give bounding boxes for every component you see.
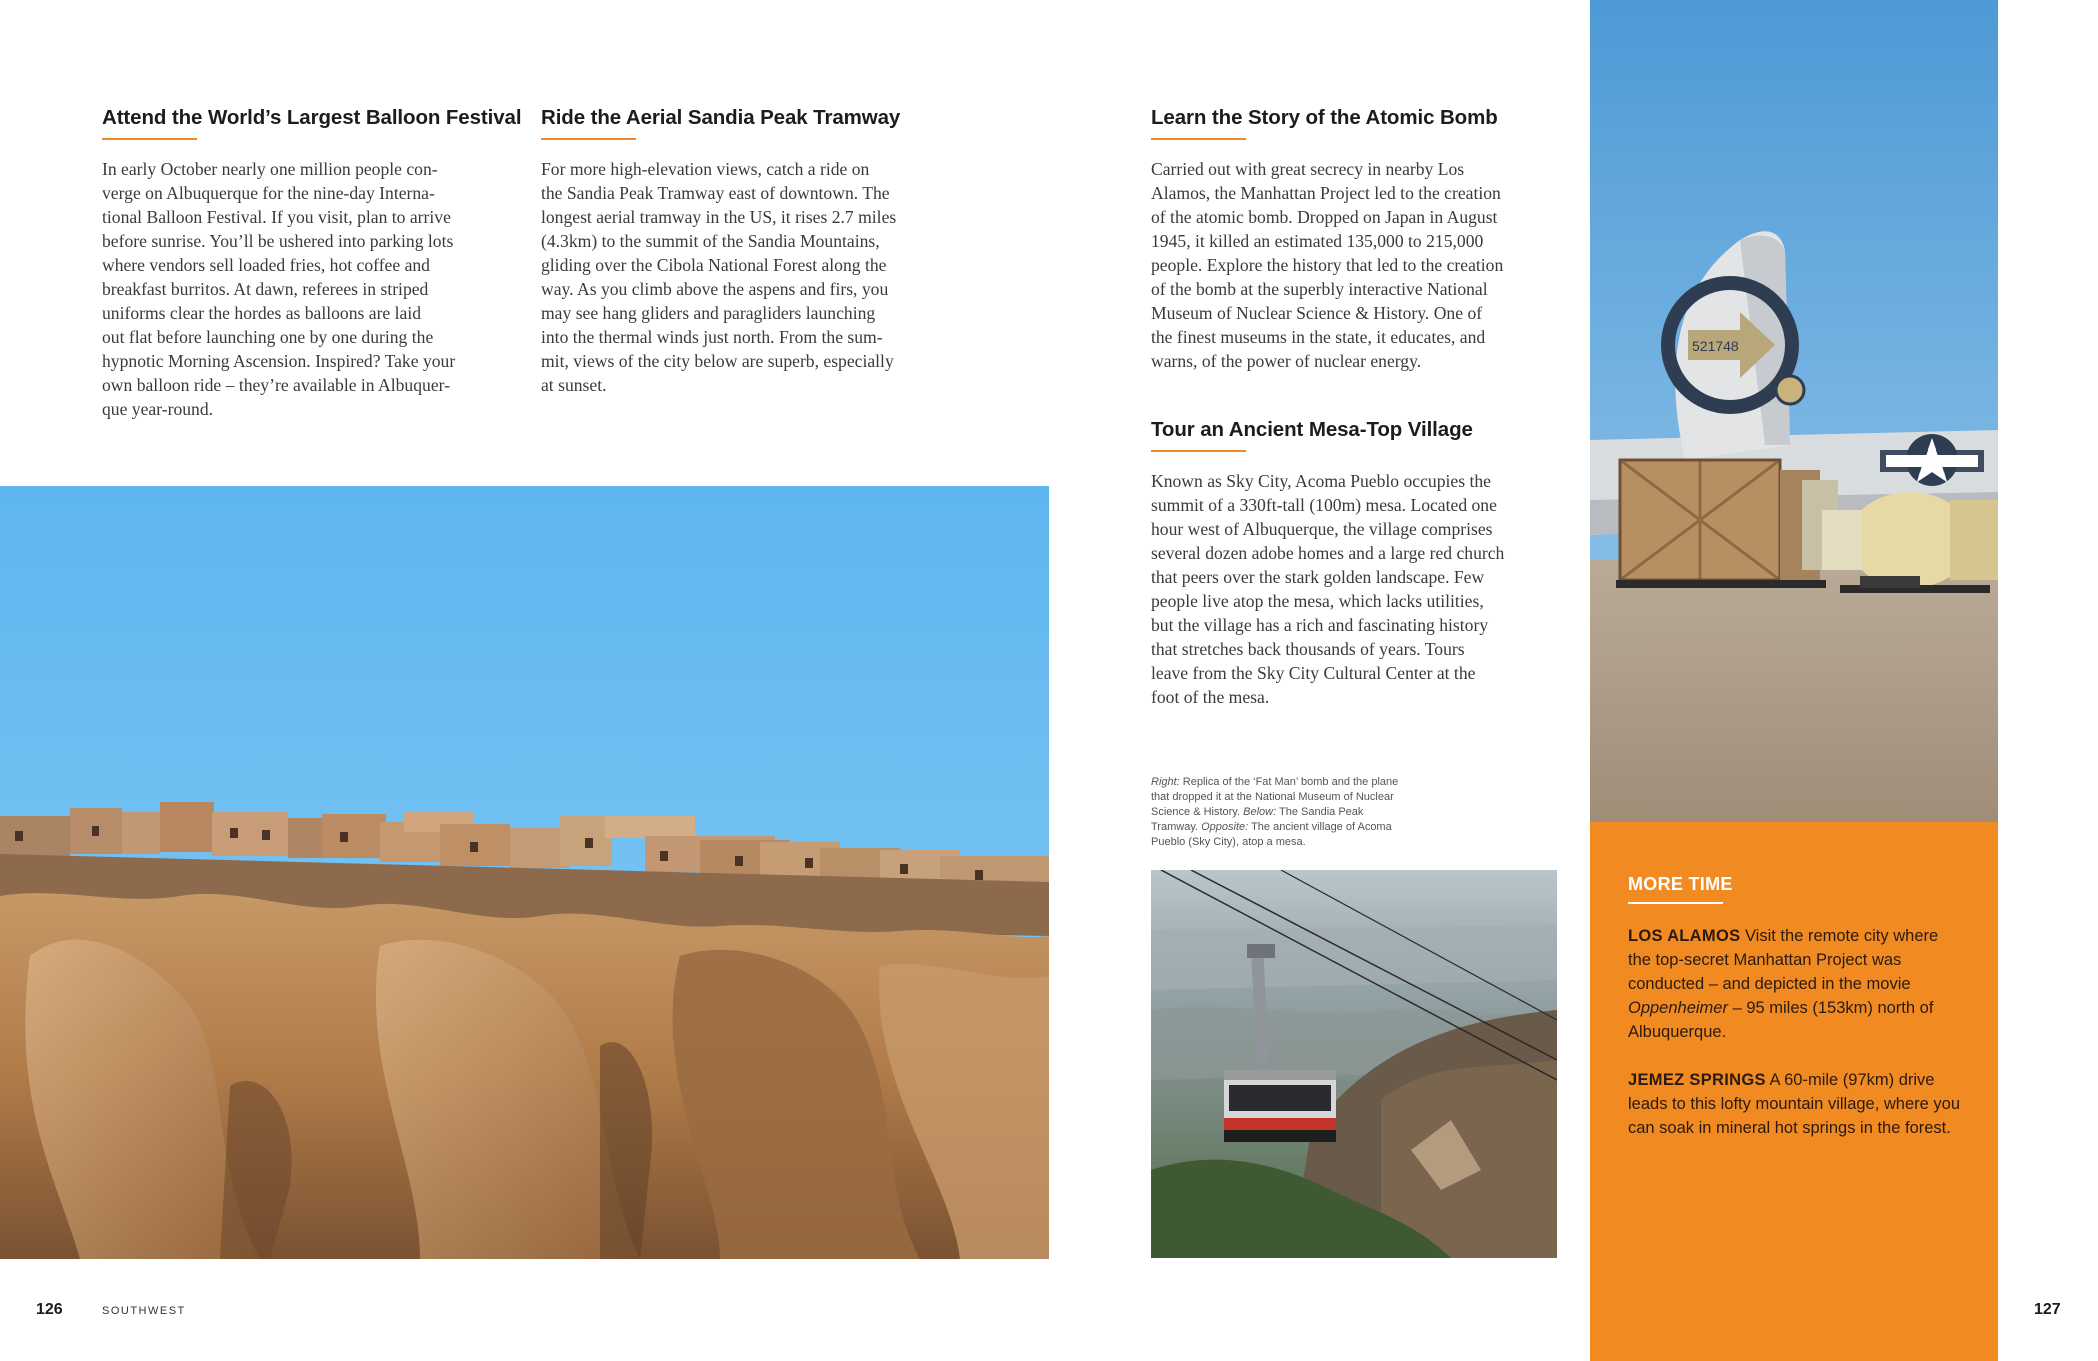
body-line: of the bomb at the superbly interactive National [1151,279,1488,299]
photo-acoma-pueblo [0,486,1049,1259]
article-atomic-bomb [1151,106,1571,373]
body-line: Carried out with great secrecy in nearby Los [1151,159,1465,179]
heading-rule [1151,138,1246,140]
sidebar-item-jemez-springs [1628,1068,1963,1140]
heading-rule [541,138,636,140]
caption-text-right: Replica of the ‘Fat Man’ bomb and the plane that dropped it at the National Museum of Nuclear Science & History. [1151,776,1399,818]
article-balloon-festival [102,106,522,421]
body-line: the Sandia Peak Tramway east of downtown. The [541,183,890,203]
article-body [1151,157,1571,373]
article-body [1151,469,1571,709]
body-line: breakfast burritos. At dawn, referees in striped [102,279,429,299]
body-line: Alamos, the Manhattan Project led to the creation [1151,183,1501,203]
body-line: (4.3km) to the summit of the Sandia Mountains, [541,231,880,251]
body-line: but the village has a rich and fascinating history [1151,615,1489,635]
body-line: several dozen adobe homes and a large red church [1151,543,1505,563]
sidebar-item-text: Visit the remote city where the top-secret Manhattan Project was conducted – and depicted in the movie [1628,927,1939,993]
body-line: out flat before launching one by one during the [102,327,434,347]
body-line: that peers over the stark golden landscape. Few [1151,567,1485,587]
body-line: tional Balloon Festival. If you visit, plan to arrive [102,207,451,227]
article-heading: Learn the Story of the Atomic Bomb [1151,106,1498,129]
body-line: uniforms clear the hordes as balloons are laid [102,303,422,323]
body-line: Known as Sky City, Acoma Pueblo occupies the [1151,471,1491,491]
body-line: way. As you climb above the aspens and firs, you [541,279,889,299]
body-line: que year-round. [102,399,214,419]
sidebar-item-label: LOS ALAMOS [1628,927,1741,945]
section-name: SOUTHWEST [102,1305,186,1317]
body-line: longest aerial tramway in the US, it rises 2.7 miles [541,207,897,227]
sidebar-item-italic: Oppenheimer [1628,999,1728,1017]
sidebar-title: MORE TIME [1628,874,1733,894]
caption-label-opposite: Opposite: [1201,821,1249,833]
body-line: into the thermal winds just north. From the sum- [541,327,883,347]
caption-label-below: Below: [1243,806,1277,818]
body-line: 1945, it killed an estimated 135,000 to 215,000 [1151,231,1484,251]
body-line: may see hang gliders and paragliders launching [541,303,876,323]
body-line: people. Explore the history that led to the creation [1151,255,1504,275]
photo-caption [1151,775,1401,850]
sidebar-item-los-alamos [1628,924,1963,1044]
body-line: leave from the Sky City Cultural Center at the [1151,663,1476,683]
body-line: people live atop the mesa, which lacks utilities, [1151,591,1484,611]
body-line: mit, views of the city below are superb, especially [541,351,894,371]
body-line: at sunset. [541,375,607,395]
body-line: the finest museums in the state, it educates, and [1151,327,1486,347]
heading-rule [102,138,197,140]
body-line: foot of the mesa. [1151,687,1270,707]
body-line: Museum of Nuclear Science & History. One of [1151,303,1483,323]
body-line: For more high-elevation views, catch a ride on [541,159,870,179]
sidebar-title-rule [1628,902,1723,904]
body-line: warns, of the power of nuclear energy. [1151,351,1422,371]
body-line: where vendors sell loaded fries, hot coffee and [102,255,430,275]
page-number-right: 127 [2034,1301,2061,1318]
article-mesa-village [1151,418,1571,709]
article-sandia-tramway [541,106,961,397]
caption-text-below: The Sandia Peak Tramway. [1151,806,1364,833]
article-heading: Tour an Ancient Mesa-Top Village [1151,418,1473,441]
body-line: verge on Albuquerque for the nine-day Interna- [102,183,435,203]
article-body [102,157,522,421]
photo-plane-fat-man [1590,0,1998,822]
body-line: gliding over the Cibola National Forest along the [541,255,887,275]
sidebar-item-text: – 95 miles (153km) north of Albuquerque. [1628,999,1934,1041]
body-line: that stretches back thousands of years. Tours [1151,639,1465,659]
sidebar-item-text: A 60-mile (97km) drive leads to this lofty mountain village, where you can soak in mineral hot springs in the forest. [1628,1071,1961,1137]
body-line: hypnotic Morning Ascension. Inspired? Take your [102,351,456,371]
caption-label-right: Right: [1151,776,1180,788]
body-line: of the atomic bomb. Dropped on Japan in August [1151,207,1498,227]
body-line: In early October nearly one million people con- [102,159,438,179]
body-line: hour west of Albuquerque, the village comprises [1151,519,1493,539]
body-line: summit of a 330ft-tall (100m) mesa. Located one [1151,495,1497,515]
article-heading: Attend the World’s Largest Balloon Festival [102,106,522,129]
caption-text-opposite: The ancient village of Acoma Pueblo (Sky City), atop a mesa. [1151,821,1392,848]
tram-carriage [1247,944,1275,958]
page-number-left: 126 [36,1301,63,1318]
article-heading: Ride the Aerial Sandia Peak Tramway [541,106,901,129]
article-body [541,157,961,397]
sidebar-item-label: JEMEZ SPRINGS [1628,1071,1766,1089]
heading-rule [1151,450,1246,452]
body-line: own balloon ride – they’re available in Albuquer- [102,375,450,395]
body-line: before sunrise. You’ll be ushered into parking lots [102,231,454,251]
more-time-sidebar [1590,822,1998,1361]
photo-sandia-tramway [1151,870,1557,1258]
tail-number: 521748 [1692,338,1739,354]
